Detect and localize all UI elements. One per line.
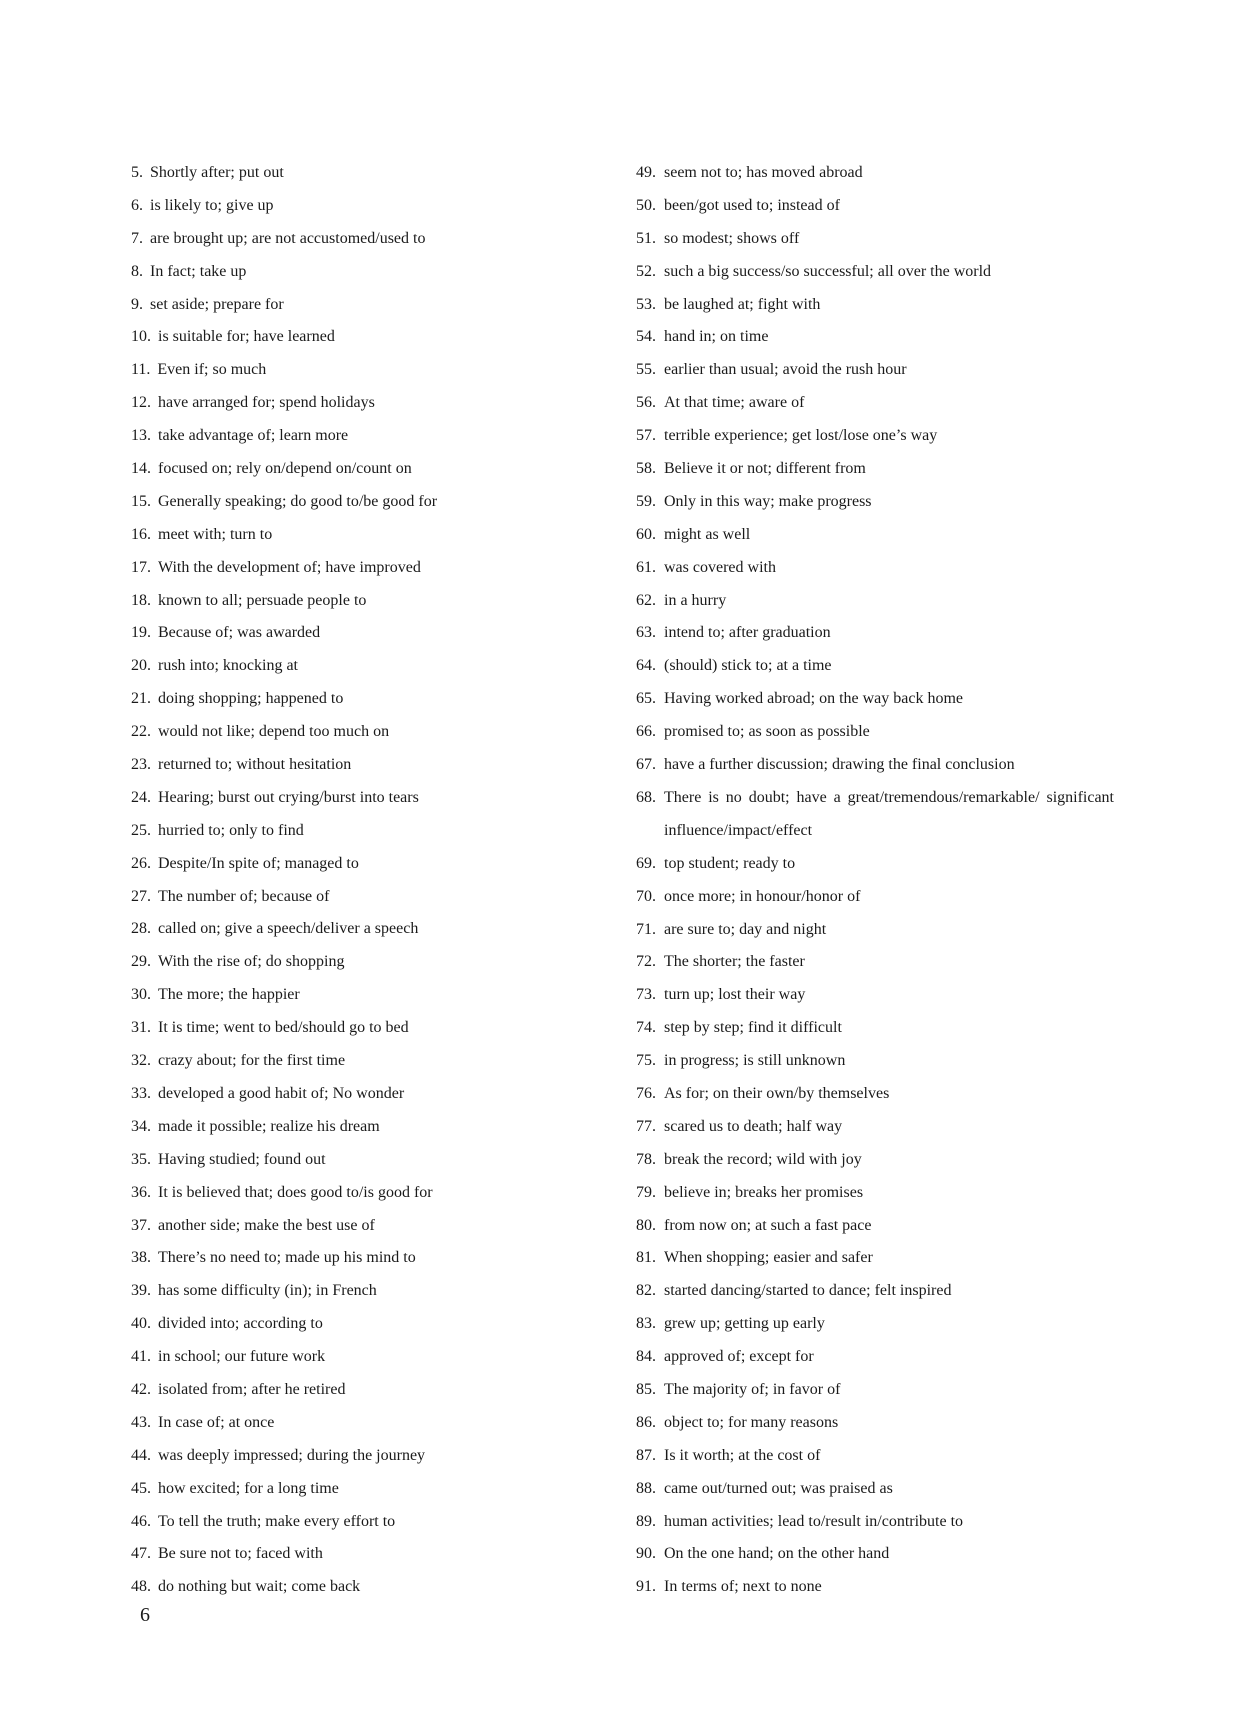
answer-number: 20. [131,657,151,675]
answer-text: The shorter; the faster [664,953,805,971]
answer-item [636,650,1156,683]
answer-item [131,782,631,815]
answer-number: 91. [636,1578,656,1596]
answer-item [131,1571,631,1604]
answer-text: When shopping; easier and safer [664,1249,873,1267]
answer-item [636,321,1156,354]
answer-number: 44. [131,1446,151,1464]
answer-item [131,1111,631,1144]
answer-number: 78. [636,1150,656,1168]
answer-item [636,617,1156,650]
answer-item [131,1012,631,1045]
answer-number: 47. [131,1545,151,1563]
answer-item [636,1341,1156,1374]
answer-number: 17. [131,558,151,576]
answer-text: Be sure not to; faced with [158,1545,323,1563]
answer-text: rush into; knocking at [158,657,298,675]
answer-text: earlier than usual; avoid the rush hour [664,361,907,379]
answer-number: 18. [131,591,151,609]
answer-number: 13. [131,427,151,445]
answer-item [636,420,1156,453]
answer-text: crazy about; for the first time [158,1052,346,1070]
answer-item [131,979,631,1012]
answer-number: 24. [131,788,151,806]
answer-item [131,848,631,881]
answer-list-left [131,157,631,1604]
answer-item [131,420,631,453]
answer-text: human activities; lead to/result in/contribute to [664,1512,964,1530]
answer-text: was covered with [664,558,776,576]
answer-item [636,1242,1156,1275]
answer-item [131,190,631,223]
answer-number: 49. [636,164,656,181]
answer-item [131,387,631,420]
answer-item [131,946,631,979]
answer-item [636,223,1156,256]
answer-number: 37. [131,1216,151,1234]
answer-item [131,617,631,650]
answer-text: another side; make the best use of [158,1216,375,1234]
answer-number: 74. [636,1019,656,1037]
answer-number: 5. [131,164,143,181]
answer-text: Only in this way; make progress [664,492,872,510]
answer-text: from now on; at such a fast pace [664,1216,872,1234]
answer-number: 63. [636,624,656,642]
answer-item [131,913,631,946]
answer-number: 65. [636,690,656,708]
answer-text: The majority of; in favor of [664,1380,841,1398]
answer-item [636,1308,1156,1341]
answer-text: is likely to; give up [150,196,274,214]
answer-number: 69. [636,854,656,872]
answer-item [131,716,631,749]
answer-text: doing shopping; happened to [158,690,344,708]
answer-item [636,1045,1156,1078]
answer-number: 33. [131,1084,151,1102]
answer-number: 50. [636,196,656,214]
answer-item [636,1275,1156,1308]
answer-item [131,650,631,683]
answer-number: 31. [131,1019,151,1037]
answer-text: There’s no need to; made up his mind to [158,1249,416,1267]
answer-number: 35. [131,1150,151,1168]
answer-text: turn up; lost their way [664,986,806,1004]
answer-text: seem not to; has moved abroad [664,164,863,181]
answer-item [636,354,1156,387]
answer-item [131,1210,631,1243]
answer-item [131,1341,631,1374]
answer-text: Even if; so much [157,361,267,379]
answer-text: once more; in honour/honor of [664,887,861,905]
answer-text: There is no doubt; have a great/tremendous/remarkable/ significant influence/impact/effect [664,788,1114,839]
answer-text: is suitable for; have learned [158,328,335,346]
answer-number: 88. [636,1479,656,1497]
answer-text: (should) stick to; at a time [664,657,832,675]
answer-item [636,486,1156,519]
answer-number: 34. [131,1117,151,1135]
answer-number: 26. [131,854,151,872]
answer-number: 60. [636,525,656,543]
answer-text: in progress; is still unknown [664,1052,846,1070]
answer-text: are brought up; are not accustomed/used to [150,229,426,247]
answer-text: developed a good habit of; No wonder [158,1084,405,1102]
answer-item [131,1078,631,1111]
answer-text: grew up; getting up early [664,1315,825,1333]
answer-item [131,321,631,354]
answer-number: 11. [131,361,151,379]
answer-number: 15. [131,492,151,510]
answer-item [636,1177,1156,1210]
answer-item [131,1473,631,1506]
answer-item [636,782,1156,848]
answer-number: 72. [636,953,656,971]
answer-item [636,519,1156,552]
answer-text: has some difficulty (in); in French [158,1282,377,1300]
answer-number: 85. [636,1380,656,1398]
answer-number: 23. [131,756,151,774]
answer-text: break the record; wild with joy [664,1150,862,1168]
answer-number: 42. [131,1380,151,1398]
answer-text: so modest; shows off [664,229,800,247]
answer-text: In terms of; next to none [664,1578,822,1596]
page-number: 6 [140,1604,150,1626]
answer-text: Believe it or not; different from [664,460,866,478]
answer-number: 29. [131,953,151,971]
answer-text: known to all; persuade people to [158,591,367,609]
answer-text: meet with; turn to [158,525,273,543]
answer-number: 80. [636,1216,656,1234]
answer-item [131,354,631,387]
answer-number: 45. [131,1479,151,1497]
answer-number: 75. [636,1052,656,1070]
answer-number: 10. [131,328,151,346]
answer-item [636,881,1156,914]
answer-item [636,1407,1156,1440]
answer-text: was deeply impressed; during the journey [158,1446,426,1464]
answer-text: how excited; for a long time [158,1479,339,1497]
answer-number: 28. [131,920,151,938]
answer-item [636,585,1156,618]
answer-text: be laughed at; fight with [664,295,821,313]
answer-item [131,1506,631,1539]
answer-text: top student; ready to [664,854,796,872]
answer-item [131,683,631,716]
answer-number: 53. [636,295,656,313]
answer-item [131,1144,631,1177]
answer-number: 46. [131,1512,151,1530]
answer-text: It is believed that; does good to/is good for [158,1183,433,1201]
answer-item [636,979,1156,1012]
answer-item [131,815,631,848]
answer-item [131,1242,631,1275]
answer-text: Having worked abroad; on the way back home [664,690,964,708]
answer-item [636,1210,1156,1243]
answer-number: 21. [131,690,151,708]
answer-item [636,749,1156,782]
answer-number: 6. [131,196,143,214]
answer-number: 14. [131,460,151,478]
answer-item [131,585,631,618]
answer-item [131,256,631,289]
answer-text: At that time; aware of [664,394,805,412]
answer-item [636,1374,1156,1407]
answer-text: The number of; because of [158,887,330,905]
answer-item [131,1275,631,1308]
answer-text: set aside; prepare for [150,295,284,313]
answer-item [636,716,1156,749]
answer-text: promised to; as soon as possible [664,723,870,741]
answer-item [131,1407,631,1440]
answer-number: 9. [131,295,143,313]
answer-text: focused on; rely on/depend on/count on [158,460,412,478]
answer-text: scared us to death; half way [664,1117,843,1135]
answer-item [636,848,1156,881]
answer-number: 40. [131,1315,151,1333]
answer-text: hand in; on time [664,328,769,346]
answer-number: 62. [636,591,656,609]
answer-number: 70. [636,887,656,905]
answer-number: 19. [131,624,151,642]
answer-text: have arranged for; spend holidays [158,394,375,412]
answer-item [131,223,631,256]
answer-item [636,453,1156,486]
answer-item [636,1440,1156,1473]
answer-text: Shortly after; put out [150,164,284,181]
answer-text: Because of; was awarded [158,624,321,642]
answer-number: 52. [636,262,656,280]
answer-number: 22. [131,723,151,741]
answer-text: On the one hand; on the other hand [664,1545,890,1563]
answer-text: have a further discussion; drawing the final conclusion [664,756,1015,774]
answer-item [131,552,631,585]
answer-item [131,1538,631,1571]
answer-item [636,1473,1156,1506]
answer-item [636,387,1156,420]
answer-number: 51. [636,229,656,247]
answer-text: might as well [664,525,751,543]
answer-text: such a big success/so successful; all over the world [664,262,992,280]
answer-number: 30. [131,986,151,1004]
answer-item [636,1506,1156,1539]
answer-number: 67. [636,756,656,774]
answer-number: 57. [636,427,656,445]
answer-item [636,946,1156,979]
answer-text: The more; the happier [158,986,300,1004]
answer-text: As for; on their own/by themselves [664,1084,890,1102]
answer-number: 86. [636,1413,656,1431]
answer-item [131,1374,631,1407]
answer-text: believe in; breaks her promises [664,1183,864,1201]
answer-item [636,1111,1156,1144]
answer-item [131,1440,631,1473]
answer-item [636,683,1156,716]
answer-item [636,190,1156,223]
answer-text: Is it worth; at the cost of [664,1446,821,1464]
answer-number: 71. [636,920,656,938]
answer-number: 82. [636,1282,656,1300]
answer-number: 56. [636,394,656,412]
answer-item [131,1308,631,1341]
answer-number: 59. [636,492,656,510]
answer-number: 84. [636,1348,656,1366]
answer-text: In case of; at once [158,1413,275,1431]
answer-number: 48. [131,1578,151,1596]
answer-number: 36. [131,1183,151,1201]
answer-item [636,289,1156,322]
answer-number: 89. [636,1512,656,1530]
answer-text: isolated from; after he retired [158,1380,346,1398]
answer-text: are sure to; day and night [664,920,827,938]
answer-text: Hearing; burst out crying/burst into tears [158,788,419,806]
answer-number: 12. [131,394,151,412]
answer-item [131,1045,631,1078]
answer-number: 66. [636,723,656,741]
answer-item [636,914,1156,947]
answer-number: 55. [636,361,656,379]
answer-number: 38. [131,1249,151,1267]
answer-item [636,1144,1156,1177]
answer-number: 54. [636,328,656,346]
answer-text: intend to; after graduation [664,624,831,642]
answer-number: 16. [131,525,151,543]
answer-text: returned to; without hesitation [158,756,352,774]
answer-number: 7. [131,229,143,247]
answer-item [636,1538,1156,1571]
answer-text: Generally speaking; do good to/be good for [158,492,438,510]
answer-text: approved of; except for [664,1348,814,1366]
answer-text: made it possible; realize his dream [158,1117,380,1135]
answer-item [636,1078,1156,1111]
answer-text: take advantage of; learn more [158,427,349,445]
answer-text: It is time; went to bed/should go to bed [158,1019,409,1037]
answer-item [636,157,1156,190]
answer-item [131,749,631,782]
answer-text: in school; our future work [158,1348,326,1366]
answer-number: 77. [636,1117,656,1135]
answer-text: came out/turned out; was praised as [664,1479,893,1497]
answer-item [131,289,631,322]
answer-item [131,453,631,486]
answer-text: terrible experience; get lost/lose one’s way [664,427,938,445]
answer-number: 43. [131,1413,151,1431]
answer-number: 64. [636,657,656,675]
answer-text: started dancing/started to dance; felt inspired [664,1282,952,1300]
answer-text: In fact; take up [150,262,247,280]
answer-number: 73. [636,986,656,1004]
answer-item [131,1177,631,1210]
answer-number: 39. [131,1282,151,1300]
answer-text: Having studied; found out [158,1150,326,1168]
answer-list-right [636,157,1156,1604]
answer-item [636,1571,1156,1604]
answer-item [636,256,1156,289]
answer-number: 76. [636,1084,656,1102]
answer-number: 27. [131,887,151,905]
answer-item [131,157,631,190]
answer-number: 81. [636,1249,656,1267]
answer-item [636,1012,1156,1045]
answer-text: would not like; depend too much on [158,723,390,741]
answer-text: object to; for many reasons [664,1413,839,1431]
answer-number: 41. [131,1348,151,1366]
answer-number: 8. [131,262,143,280]
answer-item [131,519,631,552]
answer-text: With the development of; have improved [158,558,421,576]
answer-text: step by step; find it difficult [664,1019,842,1037]
answer-item [131,486,631,519]
answer-number: 90. [636,1545,656,1563]
answer-text: in a hurry [664,591,727,609]
answer-number: 58. [636,460,656,478]
answer-text: divided into; according to [158,1315,323,1333]
answer-text: With the rise of; do shopping [158,953,345,971]
answer-text: To tell the truth; make every effort to [158,1512,396,1530]
answer-number: 68. [636,788,656,806]
answer-number: 32. [131,1052,151,1070]
answer-item [636,552,1156,585]
answer-text: do nothing but wait; come back [158,1578,361,1596]
answer-number: 25. [131,821,151,839]
answer-number: 79. [636,1183,656,1201]
answer-text: Despite/In spite of; managed to [158,854,359,872]
answer-text: hurried to; only to find [158,821,304,839]
answer-number: 61. [636,558,656,576]
answer-text: been/got used to; instead of [664,196,840,214]
answer-item [131,881,631,914]
answer-number: 83. [636,1315,656,1333]
answer-text: called on; give a speech/deliver a speech [158,920,419,938]
answer-number: 87. [636,1446,656,1464]
